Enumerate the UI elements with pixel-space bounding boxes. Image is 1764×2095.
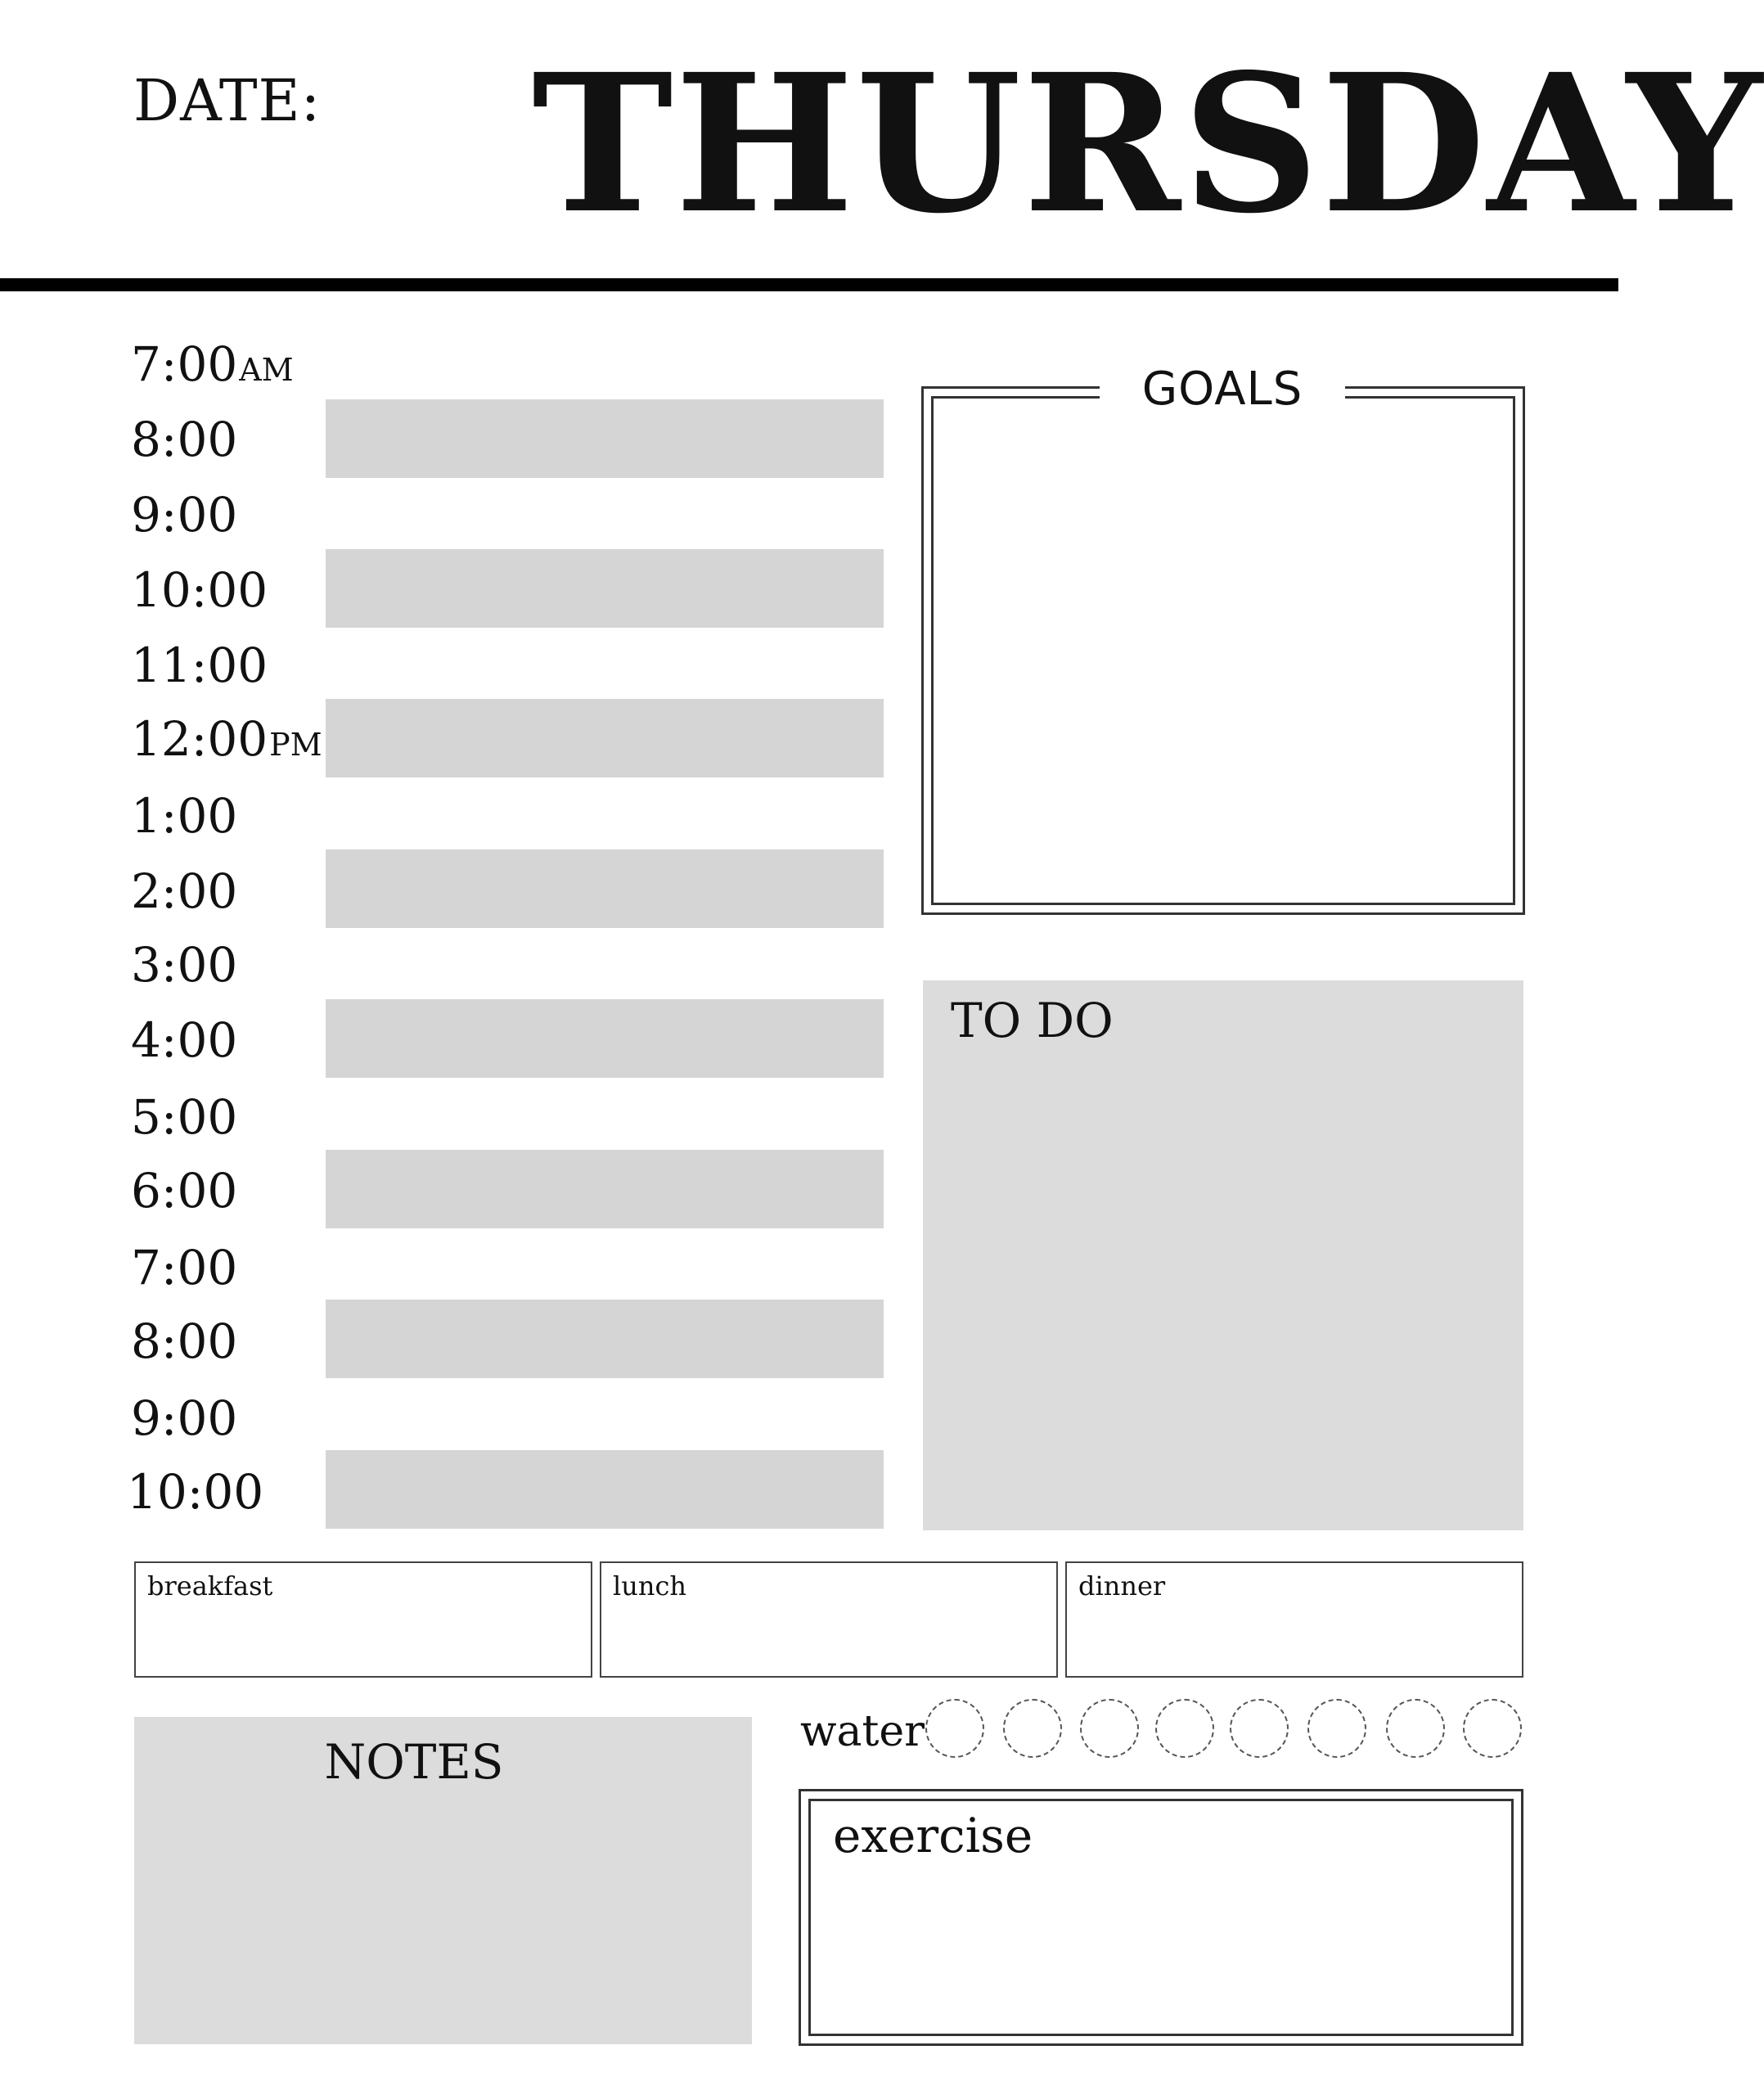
time-label bbox=[131, 788, 238, 844]
time-value: 4:00 bbox=[131, 1012, 238, 1068]
breakfast-label: breakfast bbox=[147, 1570, 273, 1602]
time-label bbox=[131, 1012, 238, 1068]
time-value: 9:00 bbox=[131, 487, 238, 543]
todo-title: TO DO bbox=[951, 993, 1114, 1048]
time-suffix: AM bbox=[239, 352, 294, 388]
time-label bbox=[131, 1390, 238, 1446]
water-glass-circle[interactable] bbox=[1386, 1699, 1445, 1758]
time-label bbox=[131, 562, 268, 618]
dinner-label: dinner bbox=[1078, 1570, 1166, 1602]
schedule-slot[interactable] bbox=[326, 999, 884, 1078]
water-glass-circle[interactable] bbox=[1080, 1699, 1139, 1758]
time-value: 7:00 bbox=[131, 1240, 238, 1295]
schedule-slot[interactable] bbox=[326, 1450, 884, 1529]
breakfast-box[interactable] bbox=[134, 1561, 592, 1678]
schedule-slot[interactable] bbox=[326, 1300, 884, 1378]
time-label bbox=[131, 1089, 238, 1145]
time-value: 1:00 bbox=[131, 788, 238, 844]
time-value: 12:00 bbox=[131, 711, 268, 767]
time-label bbox=[131, 937, 238, 993]
time-value: 8:00 bbox=[131, 1313, 238, 1369]
time-value: 11:00 bbox=[131, 638, 268, 693]
time-value: 3:00 bbox=[131, 937, 238, 993]
water-glass-circle[interactable] bbox=[1230, 1699, 1289, 1758]
time-label bbox=[131, 863, 238, 919]
time-value: 8:00 bbox=[131, 412, 238, 467]
lunch-box[interactable] bbox=[600, 1561, 1058, 1678]
header-rule bbox=[0, 278, 1618, 291]
dinner-box[interactable] bbox=[1065, 1561, 1523, 1678]
schedule-slot[interactable] bbox=[326, 699, 884, 777]
day-title: THURSDAY bbox=[532, 32, 1764, 255]
time-value: 7:00 bbox=[131, 336, 238, 392]
time-value: 9:00 bbox=[131, 1390, 238, 1446]
time-value: 10:00 bbox=[131, 562, 268, 618]
lunch-label: lunch bbox=[613, 1570, 686, 1602]
goals-title: GOALS bbox=[1141, 363, 1303, 416]
todo-box[interactable] bbox=[923, 980, 1523, 1530]
date-label: DATE: bbox=[133, 67, 322, 134]
time-label bbox=[131, 1163, 238, 1219]
water-glass-circle[interactable] bbox=[925, 1699, 984, 1758]
water-label: water bbox=[800, 1707, 925, 1756]
exercise-title: exercise bbox=[833, 1808, 1033, 1863]
time-label bbox=[131, 1313, 238, 1369]
water-glass-circle[interactable] bbox=[1463, 1699, 1522, 1758]
time-label bbox=[131, 638, 268, 693]
water-glass-circle[interactable] bbox=[1307, 1699, 1366, 1758]
schedule-slot[interactable] bbox=[326, 1150, 884, 1228]
time-label bbox=[127, 1464, 264, 1520]
time-value: 10:00 bbox=[127, 1464, 264, 1520]
time-label bbox=[131, 711, 322, 767]
goals-box[interactable] bbox=[931, 396, 1515, 905]
time-suffix: PM bbox=[269, 727, 322, 763]
time-value: 2:00 bbox=[131, 863, 238, 919]
water-glass-circle[interactable] bbox=[1155, 1699, 1214, 1758]
schedule-slot[interactable] bbox=[326, 549, 884, 628]
schedule-slot[interactable] bbox=[326, 849, 884, 928]
schedule-slot[interactable] bbox=[326, 399, 884, 478]
time-label bbox=[131, 1240, 238, 1295]
water-glass-circle[interactable] bbox=[1003, 1699, 1062, 1758]
time-value: 6:00 bbox=[131, 1163, 238, 1219]
time-value: 5:00 bbox=[131, 1089, 238, 1145]
time-label bbox=[131, 487, 238, 543]
time-label bbox=[131, 336, 294, 392]
notes-title: NOTES bbox=[324, 1734, 504, 1790]
time-label bbox=[131, 412, 238, 467]
